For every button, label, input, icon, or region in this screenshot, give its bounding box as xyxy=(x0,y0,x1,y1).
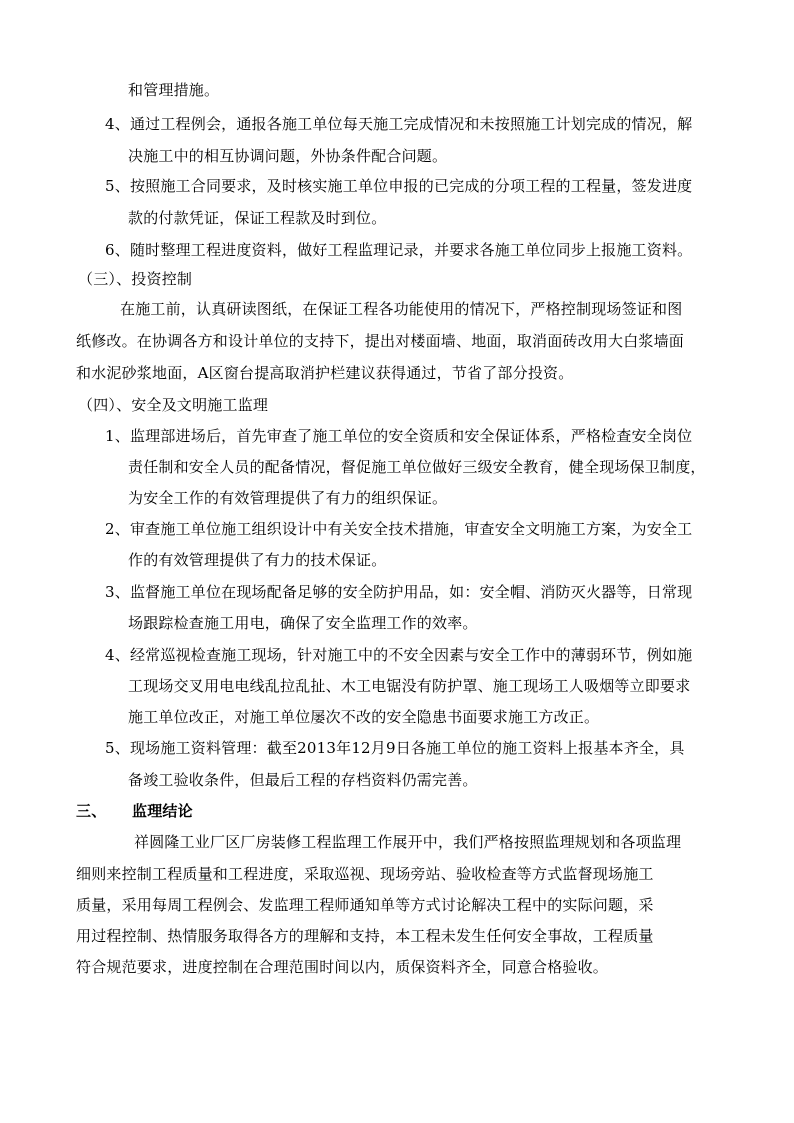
section-heading-investment: （三）、投资控制 xyxy=(78,270,193,288)
text-line: 作的有效管理提供了有力的技术保证。 xyxy=(128,551,387,569)
text-line: 责任制和安全人员的配备情况，督促施工单位做好三级安全教育，健全现场保卫制度， xyxy=(128,458,706,476)
text-line: 备竣工验收条件，但最后工程的存档资料仍需完善。 xyxy=(128,771,478,789)
list-item-4: 4、经常巡视检查施工现场，针对施工中的不安全因素与安全工作中的薄弱环节，例如施 xyxy=(105,646,693,664)
paragraph-line: 细则来控制工程质量和工程进度，采取巡视、现场旁站、验收检查等方式监督现场施工 xyxy=(76,865,654,883)
list-item-1: 1、监理部进场后，首先审查了施工单位的安全资质和安全保证体系，严格检查安全岗位 xyxy=(105,427,693,445)
list-item-3: 3、监督施工单位在现场配备足够的安全防护用品，如：安全帽、消防灭火器等，日常现 xyxy=(105,583,693,601)
paragraph-line: 和水泥砂浆地面，A区窗台提高取消护栏建议获得通过，节省了部分投资。 xyxy=(76,364,574,382)
paragraph-line: 质量，采用每周工程例会、发监理工程师通知单等方式讨论解决工程中的实际问题，采 xyxy=(76,896,654,914)
text-line: 和管理措施。 xyxy=(128,81,220,99)
text-line: 场跟踪检查施工用电，确保了安全监理工作的效率。 xyxy=(128,614,478,632)
paragraph-line: 祥圆隆工业厂区厂房装修工程监理工作展开中，我们严格按照监理规划和各项监理 xyxy=(134,833,682,851)
list-item-5: 5、现场施工资料管理：截至2013年12月9日各施工单位的施工资料上报基本齐全，具 xyxy=(105,739,685,757)
text-line: 为安全工作的有效管理提供了有力的组织保证。 xyxy=(128,489,448,507)
paragraph-line: 在施工前，认真研读图纸，在保证工程各功能使用的情况下，严格控制现场签证和图 xyxy=(120,300,683,318)
paragraph-line: 符合规范要求，进度控制在合理范围时间以内，质保资料齐全，同意合格验收。 xyxy=(76,958,609,976)
list-item-2: 2、审查施工单位施工组织设计中有关安全技术措施，审查安全文明施工方案，为安全工 xyxy=(105,520,693,538)
section-heading-safety: （四）、安全及文明施工监理 xyxy=(78,396,269,414)
text-line: 工现场交叉用电电线乱拉乱扯、木工电锯没有防护罩、施工现场工人吸烟等立即要求 xyxy=(128,677,691,695)
paragraph-line: 纸修改。在协调各方和设计单位的支持下，提出对楼面墙、地面，取消面砖改用大白浆墙面 xyxy=(76,332,685,350)
section-heading-conclusion: 监理结论 xyxy=(132,802,193,820)
list-item-6: 6、随时整理工程进度资料，做好工程监理记录，并要求各施工单位同步上报施工资料。 xyxy=(105,241,693,259)
text-line: 施工单位改正，对施工单位屡次不改的安全隐患书面要求施工方改正。 xyxy=(128,708,600,726)
text-line: 款的付款凭证，保证工程款及时到位。 xyxy=(128,209,387,227)
list-item-4: 4、通过工程例会，通报各施工单位每天施工完成情况和未按照施工计划完成的情况，解 xyxy=(105,115,693,133)
paragraph-line: 用过程控制、热情服务取得各方的理解和支持，本工程未发生任何安全事故，工程质量 xyxy=(76,927,654,945)
section-number: 三、 xyxy=(76,802,107,820)
list-item-5: 5、按照施工合同要求，及时核实施工单位申报的已完成的分项工程的工程量，签发进度 xyxy=(105,177,693,195)
text-line: 决施工中的相互协调问题，外协条件配合问题。 xyxy=(128,147,448,165)
